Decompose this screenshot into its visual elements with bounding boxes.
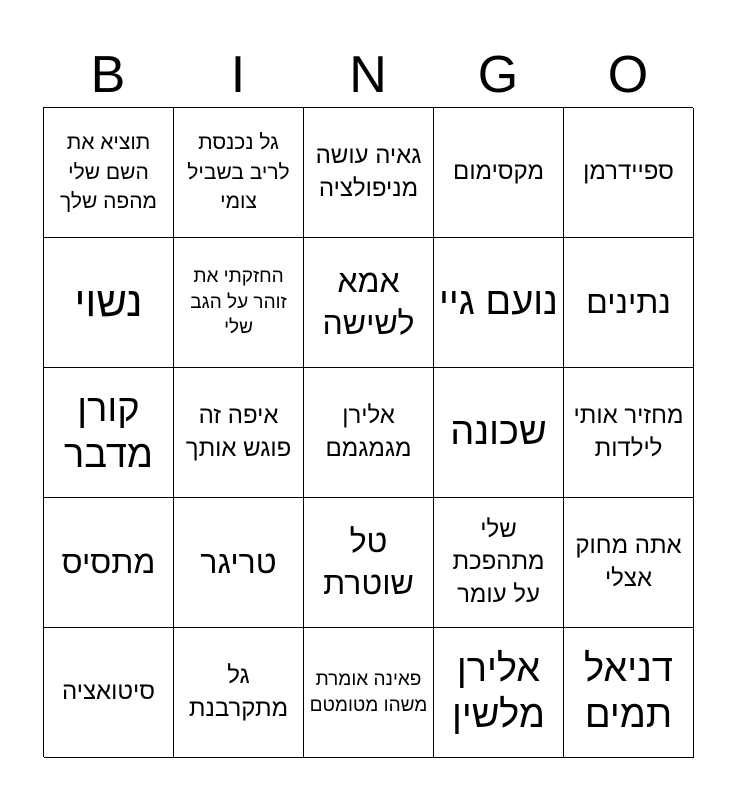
cell-text: אלירן מלשין bbox=[452, 647, 545, 736]
bingo-cell-r4-c2[interactable] bbox=[174, 498, 304, 628]
cell-text: קורן מדבר bbox=[63, 387, 154, 476]
cell-text: מתסיס bbox=[61, 543, 156, 580]
cell-text: גל מתקרבנת bbox=[188, 662, 289, 722]
bingo-cell-r3-c2[interactable] bbox=[174, 368, 304, 498]
bingo-cell-r4-c5[interactable] bbox=[564, 498, 694, 628]
cell-text: טריגר bbox=[200, 543, 277, 580]
bingo-cell-r4-c1[interactable] bbox=[44, 498, 174, 628]
bingo-cell-r2-c1[interactable] bbox=[44, 238, 174, 368]
bingo-cell-r3-c4[interactable] bbox=[434, 368, 564, 498]
bingo-grid bbox=[43, 107, 693, 757]
bingo-cell-r2-c5[interactable] bbox=[564, 238, 694, 368]
cell-text: סיטואציה bbox=[62, 678, 155, 706]
cell-text: פאינה אומרת משהו מטומטם bbox=[309, 668, 428, 716]
cell-text: שכונה bbox=[450, 410, 547, 453]
cell-text: טל שוטרת bbox=[323, 522, 414, 601]
bingo-cell-r5-c3[interactable] bbox=[304, 628, 434, 758]
cell-text: מקסימום bbox=[453, 158, 544, 186]
cell-text: אלירן מגמגמם bbox=[325, 402, 412, 462]
cell-text: נתינים bbox=[586, 283, 671, 320]
header-letter-i: I bbox=[230, 46, 246, 104]
bingo-cell-r2-c3[interactable] bbox=[304, 238, 434, 368]
bingo-cell-r5-c4[interactable] bbox=[434, 628, 564, 758]
header-letter-g: G bbox=[477, 46, 519, 104]
bingo-cell-r5-c5[interactable] bbox=[564, 628, 694, 758]
header-letter-n: N bbox=[349, 46, 387, 104]
cell-text: שלי מתהפכת על עומר bbox=[452, 515, 545, 608]
bingo-header bbox=[43, 44, 693, 106]
header-letter-b: B bbox=[90, 46, 126, 104]
cell-text: דניאל תמים bbox=[584, 647, 673, 736]
cell-text: גל נכנסת לריב בשביל צומי bbox=[187, 131, 290, 214]
bingo-cell-r4-c4[interactable] bbox=[434, 498, 564, 628]
bingo-cell-r1-c3[interactable] bbox=[304, 108, 434, 238]
bingo-cell-r3-c5[interactable] bbox=[564, 368, 694, 498]
cell-text: גאיה עושה מניפולציה bbox=[315, 142, 422, 202]
bingo-cell-r1-c1[interactable] bbox=[44, 108, 174, 238]
bingo-cell-r4-c3[interactable] bbox=[304, 498, 434, 628]
cell-text: אמא לשישה bbox=[322, 262, 415, 341]
cell-text: מחזיר אותי לילדות bbox=[573, 402, 684, 462]
cell-text: תוציא את השם שלי מהפה שלך bbox=[60, 131, 157, 214]
cell-text: איפה זה פוגש אותך bbox=[185, 402, 292, 462]
bingo-cell-r2-c4[interactable] bbox=[434, 238, 564, 368]
bingo-cell-r1-c4[interactable] bbox=[434, 108, 564, 238]
cell-text: נשוי bbox=[74, 278, 143, 326]
bingo-cell-r1-c5[interactable] bbox=[564, 108, 694, 238]
bingo-cell-r5-c1[interactable] bbox=[44, 628, 174, 758]
cell-text: נועם גיי bbox=[439, 280, 558, 323]
bingo-cell-r2-c2[interactable] bbox=[174, 238, 304, 368]
bingo-cell-r1-c2[interactable] bbox=[174, 108, 304, 238]
bingo-cell-r5-c2[interactable] bbox=[174, 628, 304, 758]
cell-text: החזקתי את זוהר על הגב שלי bbox=[190, 266, 287, 339]
cell-text: אתה מחוק אצלי bbox=[575, 532, 682, 592]
cell-text: ספיידרמן bbox=[583, 158, 674, 186]
bingo-cell-r3-c1[interactable] bbox=[44, 368, 174, 498]
bingo-cell-r3-c3[interactable] bbox=[304, 368, 434, 498]
header-letter-o: O bbox=[607, 46, 649, 104]
